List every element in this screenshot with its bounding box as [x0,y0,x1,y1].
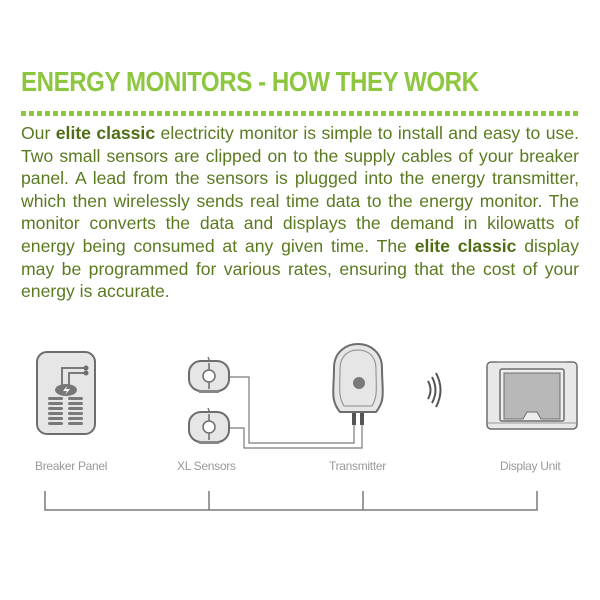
transmitter-icon [333,344,383,425]
label-breaker-panel: Breaker Panel [35,459,108,473]
label-transmitter: Transmitter [329,459,386,473]
product-name: elite classic [55,123,156,143]
wireless-signal-icon [428,373,441,407]
dotted-divider [21,111,578,116]
sensor-icon [189,357,229,393]
breaker-panel-icon [37,352,95,434]
timeline-bracket [45,491,537,510]
text-segment: Our [21,123,56,143]
page-title: ENERGY MONITORS - HOW THEY WORK [21,66,479,97]
text-segment: electricity monitor is simple to install and easy to use. Two small sensors are clipped on to the supply cables of your breaker panel. A lead from the sensors is plugged into the energy transmitter, which then wirelessly sends real time data to the energy monitor. The monitor converts the data and displays the demand in kilowatts of energy being consumed at any given time. The [21,123,580,256]
label-display-unit: Display Unit [500,459,561,473]
display-unit-icon [487,362,577,429]
product-name: elite classic [414,235,517,256]
sensor-icon [189,408,229,444]
description-paragraph [21,122,579,303]
how-it-works-diagram [0,330,600,530]
label-xl-sensors: XL Sensors [177,459,236,473]
text-segment: display may be programmed for various rates, ensuring that the cost of your energy is accurate. [21,235,579,302]
